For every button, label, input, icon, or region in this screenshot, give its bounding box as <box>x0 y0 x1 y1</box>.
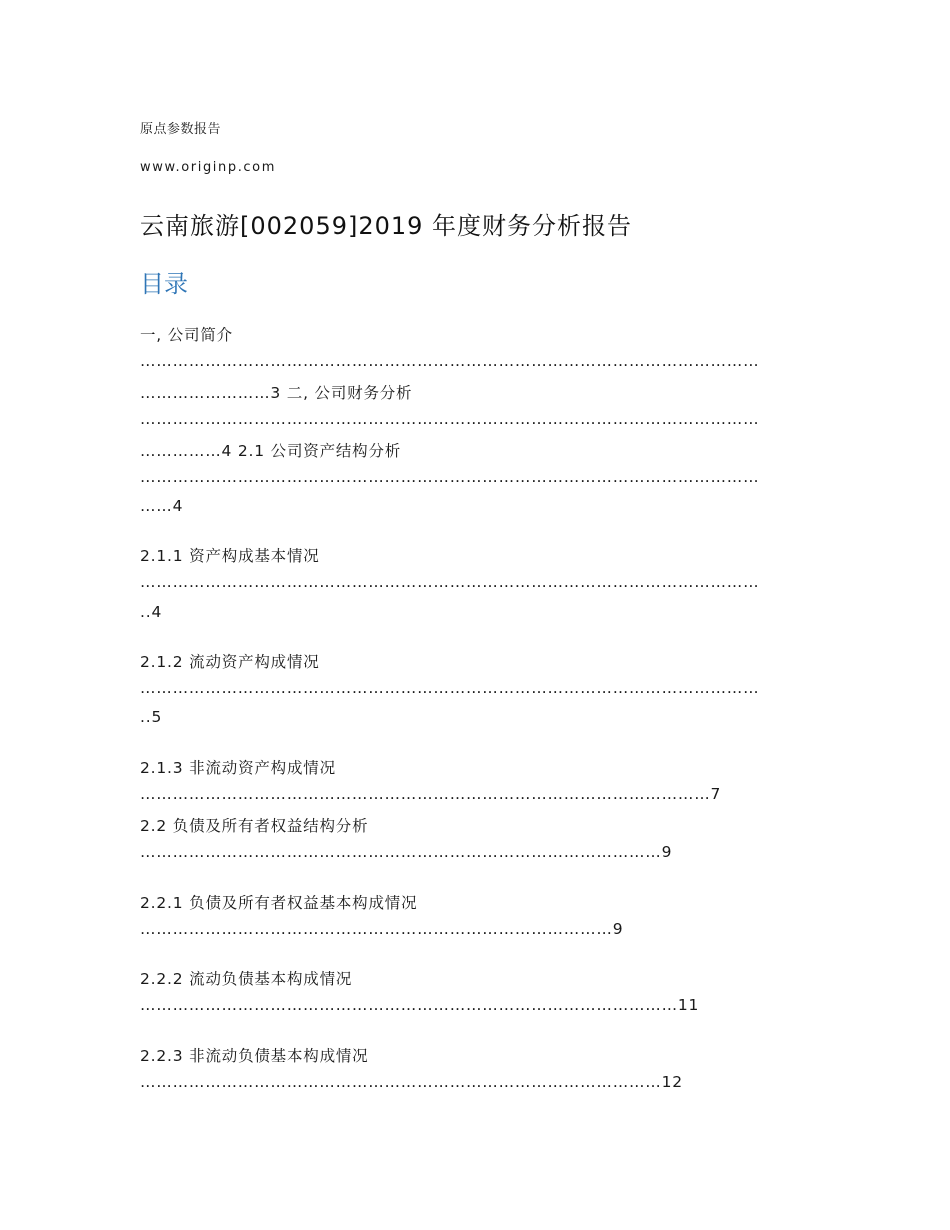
toc-leader-dots: …………………………………………………………………………………………………… <box>140 573 760 591</box>
toc-page-number: ……4 <box>140 497 184 515</box>
brand-label: 原点参数报告 <box>140 122 222 137</box>
toc-leader-with-page: ……………………………………………………………………………9 <box>140 920 624 938</box>
toc-entry-company-intro[interactable]: 一, 公司简介 <box>140 326 233 344</box>
toc-leader-dots: …………………………………………………………………………………………………… <box>140 679 760 697</box>
toc-entry-asset-composition[interactable]: 2.1.1 资产构成基本情况 <box>140 547 320 565</box>
toc-entry-financial-analysis[interactable]: ……………………3 二, 公司财务分析 <box>140 384 413 402</box>
toc-page-number: ..4 <box>140 603 163 621</box>
document-title: 云南旅游[002059]2019 年度财务分析报告 <box>140 212 633 240</box>
toc-leader-with-page: ……………………………………………………………………………………………7 <box>140 785 722 803</box>
toc-leader-with-page: ……………………………………………………………………………………9 <box>140 843 673 861</box>
toc-leader-with-page: ………………………………………………………………………………………11 <box>140 996 700 1014</box>
toc-heading: 目录 <box>140 270 188 298</box>
toc-leader-with-page: ……………………………………………………………………………………12 <box>140 1073 683 1091</box>
toc-entry-current-liabilities[interactable]: 2.2.2 流动负债基本构成情况 <box>140 970 353 988</box>
toc-leader-dots: …………………………………………………………………………………………………… <box>140 468 760 486</box>
toc-leader-dots: …………………………………………………………………………………………………… <box>140 410 760 428</box>
toc-leader-dots: …………………………………………………………………………………………………… <box>140 352 760 370</box>
toc-page-number: ..5 <box>140 708 163 726</box>
toc-entry-liabilities-equity[interactable]: 2.2 负债及所有者权益结构分析 <box>140 817 369 835</box>
toc-entry-current-assets[interactable]: 2.1.2 流动资产构成情况 <box>140 653 320 671</box>
website-url: www.originp.com <box>140 160 276 175</box>
toc-entry-noncurrent-assets[interactable]: 2.1.3 非流动资产构成情况 <box>140 759 336 777</box>
toc-entry-noncurrent-liabilities[interactable]: 2.2.3 非流动负债基本构成情况 <box>140 1047 369 1065</box>
toc-entry-asset-structure[interactable]: ……………4 2.1 公司资产结构分析 <box>140 442 402 460</box>
toc-entry-liabilities-equity-basic[interactable]: 2.2.1 负债及所有者权益基本构成情况 <box>140 894 418 912</box>
